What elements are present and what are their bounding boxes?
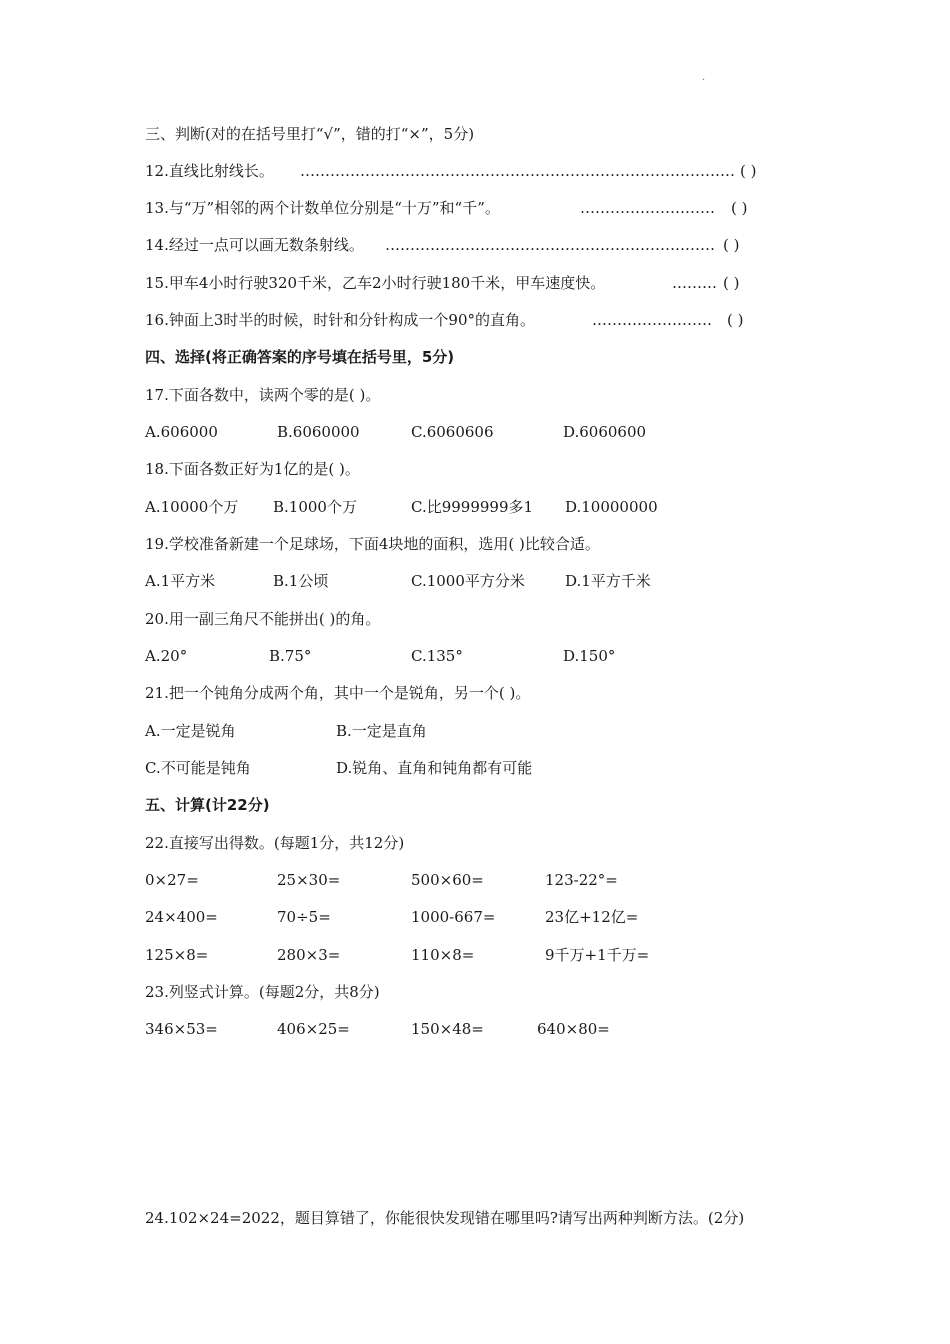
vertical-calc-item: 346×53= <box>145 1020 218 1038</box>
tf-item-14 <box>145 235 364 255</box>
mc-option[interactable]: B.75° <box>269 647 312 665</box>
mental-math-item: 0×27= <box>145 871 199 889</box>
mc-option[interactable]: D.6060600 <box>563 423 647 441</box>
mc-question-18: 18.下面各数正好为1亿的是( )。 <box>145 460 360 478</box>
mc-option[interactable]: B.1公顷 <box>273 572 329 590</box>
page-dot-mark: . <box>702 72 706 83</box>
mental-math-item: 23亿+12亿= <box>545 908 639 926</box>
mc-option[interactable]: A.一定是锐角 <box>145 722 236 740</box>
tf-item-answer-blank[interactable]: ( ) <box>740 162 757 180</box>
tf-item-12 <box>145 161 274 181</box>
mc-question-19: 19.学校准备新建一个足球场，下面4块地的面积，选用( )比较合适。 <box>145 535 600 553</box>
calc-question-22: 22.直接写出得数。(每题1分，共12分) <box>145 834 405 852</box>
tf-item-text: 15.甲车4小时行驶320千米，乙车2小时行驶180千米，甲车速度快。 <box>145 274 606 292</box>
vertical-calc-item: 640×80= <box>537 1020 610 1038</box>
mc-option[interactable]: A.1平方米 <box>145 572 216 590</box>
tf-item-leader: ……… <box>672 274 717 292</box>
mc-option[interactable]: C.135° <box>411 647 463 665</box>
tf-item-15 <box>145 273 605 293</box>
mc-option[interactable]: C.6060606 <box>411 423 494 441</box>
mc-question-17: 17.下面各数中，读两个零的是( )。 <box>145 386 381 404</box>
mc-option[interactable]: B.6060000 <box>277 423 360 441</box>
mc-option[interactable]: D.10000000 <box>565 498 658 516</box>
tf-item-text: 13.与“万”相邻的两个计数单位分别是“十万”和“千”。 <box>145 199 500 217</box>
mental-math-item: 500×60= <box>411 871 484 889</box>
calc-question-23: 23.列竖式计算。(每题2分，共8分) <box>145 983 380 1001</box>
mental-math-item: 125×8= <box>145 946 209 964</box>
tf-item-answer-blank[interactable]: ( ) <box>731 199 748 217</box>
mc-option[interactable]: A.10000个万 <box>145 498 239 516</box>
tf-item-13 <box>145 198 500 218</box>
mc-option[interactable]: B.一定是直角 <box>336 722 427 740</box>
tf-item-leader: …………………………………………………………………………… <box>300 162 735 180</box>
tf-item-text: 12.直线比射线长。 <box>145 162 274 180</box>
tf-item-answer-blank[interactable]: ( ) <box>723 236 740 254</box>
tf-item-16 <box>145 310 535 330</box>
calc-question-24: 24.102×24=2022，题目算错了，你能很快发现错在哪里吗?请写出两种判断方法。(2分) <box>145 1209 745 1227</box>
mc-option[interactable]: C.比9999999多1 <box>411 498 534 516</box>
tf-item-leader: ……………………… <box>580 199 715 217</box>
section-3-title: 三、判断(对的在括号里打“√”，错的打“×”，5分) <box>145 125 475 143</box>
mental-math-item: 1000-667= <box>411 908 496 926</box>
tf-item-leader: …………………… <box>592 311 712 329</box>
mc-question-20: 20.用一副三角尺不能拼出( )的角。 <box>145 610 381 628</box>
tf-item-text: 14.经过一点可以画无数条射线。 <box>145 236 364 254</box>
vertical-calc-item: 406×25= <box>277 1020 350 1038</box>
mental-math-item: 123-22°= <box>545 871 618 889</box>
tf-item-leader: ………………………………………………………… <box>385 236 715 254</box>
mc-option[interactable]: A.606000 <box>145 423 218 441</box>
mental-math-item: 70÷5= <box>277 908 331 926</box>
section-4-title: 四、选择(将正确答案的序号填在括号里，5分) <box>145 348 455 366</box>
tf-item-answer-blank[interactable]: ( ) <box>723 274 740 292</box>
mc-question-21: 21.把一个钝角分成两个角，其中一个是锐角，另一个( )。 <box>145 684 531 702</box>
mc-option[interactable]: D.锐角、直角和钝角都有可能 <box>336 759 533 777</box>
mental-math-item: 24×400= <box>145 908 218 926</box>
mc-option[interactable]: B.1000个万 <box>273 498 357 516</box>
vertical-calc-item: 150×48= <box>411 1020 484 1038</box>
mental-math-item: 25×30= <box>277 871 341 889</box>
mental-math-item: 9千万+1千万= <box>545 946 650 964</box>
mc-option[interactable]: C.不可能是钝角 <box>145 759 251 777</box>
mc-option[interactable]: D.1平方千米 <box>565 572 651 590</box>
tf-item-answer-blank[interactable]: ( ) <box>727 311 744 329</box>
section-5-title: 五、计算(计22分) <box>145 796 270 814</box>
mental-math-item: 110×8= <box>411 946 475 964</box>
mc-option[interactable]: C.1000平方分米 <box>411 572 525 590</box>
mental-math-item: 280×3= <box>277 946 341 964</box>
tf-item-text: 16.钟面上3时半的时候，时针和分针构成一个90°的直角。 <box>145 311 535 329</box>
mc-option[interactable]: A.20° <box>145 647 188 665</box>
mc-option[interactable]: D.150° <box>563 647 616 665</box>
